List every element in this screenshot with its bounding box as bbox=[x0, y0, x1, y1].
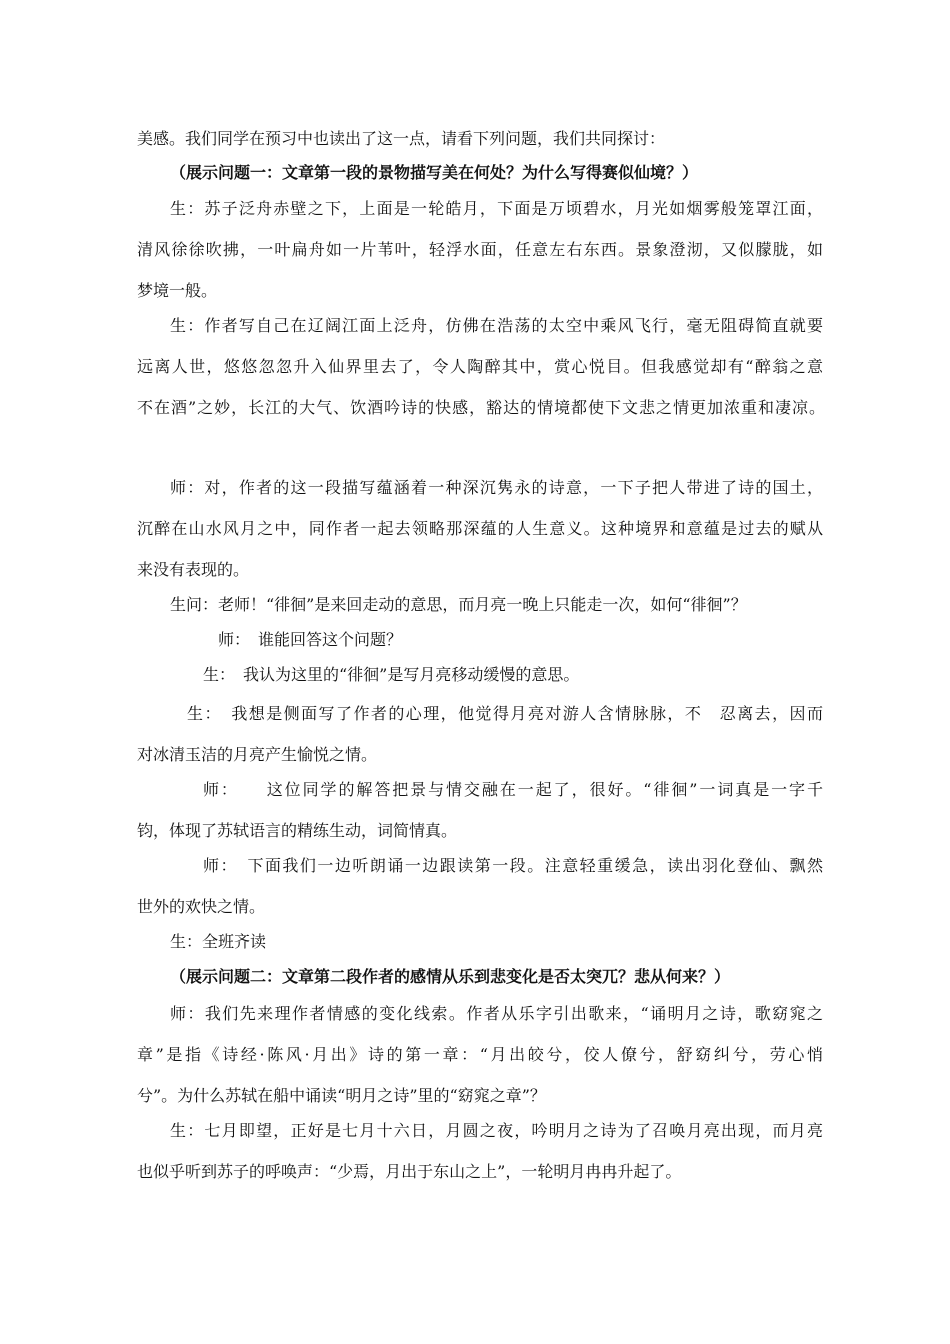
text-line: 生：作者写自己在辽阔江面上泛舟，仿佛在浩荡的太空中乘风飞行，毫无阻碍简直就要 bbox=[170, 316, 823, 335]
text-line: 生：七月即望，正好是七月十六日，月圆之夜，吟明月之诗为了召唤月亮出现，而月亮 bbox=[170, 1121, 823, 1140]
text-line: 师：对，作者的这一段描写蕴涵着一种深沉隽永的诗意，一下子把人带进了诗的国土， bbox=[170, 478, 823, 497]
text-line: 生问：老师！“徘徊”是来回走动的意思，而月亮一晚上只能走一次，如何“徘徊”？ bbox=[170, 595, 747, 614]
text-line: 生： 我认为这里的“徘徊”是写月亮移动缓慢的意思。 bbox=[203, 665, 580, 684]
text-line: 钧，体现了苏轼语言的精练生动，词简情真。 bbox=[137, 821, 458, 840]
text-line: 生： 我想是侧面写了作者的心理，他觉得月亮对游人含情脉脉，不 忍离去，因而 bbox=[187, 704, 823, 723]
text-line: 章”是指《诗经·陈风·月出》诗的第一章：“月出皎兮，佼人僚兮，舒窈纠兮，劳心悄 bbox=[137, 1045, 823, 1064]
text-line: 兮”。为什么苏轼在船中诵读“明月之诗”里的“窈窕之章”？ bbox=[137, 1086, 546, 1105]
text-line: 也似乎听到苏子的呼唤声：“少焉，月出于东山之上”，一轮明月冉冉升起了。 bbox=[137, 1162, 682, 1181]
text-line: 梦境一般。 bbox=[137, 281, 218, 300]
question-heading: （展示问题一：文章第一段的景物描写美在何处？为什么写得赛似仙境？） bbox=[170, 163, 699, 182]
text-line: 对冰清玉洁的月亮产生愉悦之情。 bbox=[137, 745, 378, 764]
text-line: 师： 下面我们一边听朗诵一边跟读第一段。注意轻重缓急，读出羽化登仙、飘然 bbox=[203, 856, 823, 875]
text-line: 不在酒”之妙，长江的大气、饮酒吟诗的快感，豁达的情境都使下文悲之情更加浓重和凄凉。 bbox=[137, 398, 825, 417]
text-line: 来没有表现的。 bbox=[137, 560, 250, 579]
text-line: 师：我们先来理作者情感的变化线索。作者从乐字引出歌来，“诵明月之诗，歌窈窕之 bbox=[170, 1004, 823, 1023]
text-line: 远离人世，悠悠忽忽升入仙界里去了，令人陶醉其中，赏心悦目。但我感觉却有“醉翁之意 bbox=[137, 357, 823, 376]
text-line: 世外的欢快之情。 bbox=[137, 897, 266, 916]
question-heading: （展示问题二：文章第二段作者的感情从乐到悲变化是否太突兀？悲从何来？） bbox=[170, 967, 731, 986]
text-line: 师： 这位同学的解答把景与情交融在一起了，很好。“徘徊”一词真是一字千 bbox=[203, 780, 823, 799]
text-line: 师： 谁能回答这个问题？ bbox=[218, 630, 403, 649]
text-line: 美感。我们同学在预习中也读出了这一点，请看下列问题，我们共同探讨： bbox=[137, 129, 666, 148]
text-line: 沉醉在山水风月之中，同作者一起去领略那深蕴的人生意义。这种境界和意蕴是过去的赋从 bbox=[137, 519, 823, 538]
text-line: 清风徐徐吹拂，一叶扁舟如一片苇叶，轻浮水面，任意左右东西。景象澄沏，又似朦胧，如 bbox=[137, 240, 823, 259]
text-line: 生：苏子泛舟赤壁之下，上面是一轮皓月，下面是万顷碧水，月光如烟雾般笼罩江面， bbox=[170, 199, 823, 218]
text-line: 生：全班齐读 bbox=[170, 932, 267, 951]
